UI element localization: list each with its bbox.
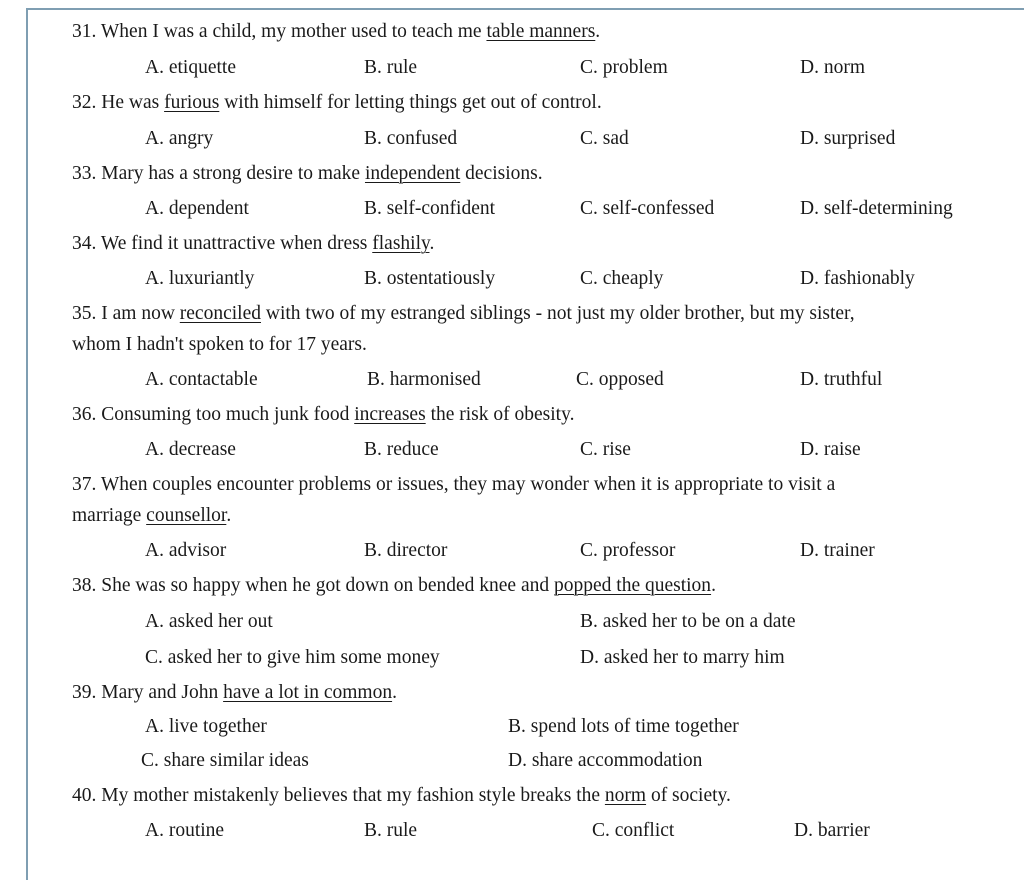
- underlined-key-word: counsellor: [146, 505, 227, 526]
- question-number: 40.: [72, 785, 97, 806]
- option-35-c[interactable]: C. opposed: [576, 369, 664, 390]
- question-text-end: decisions.: [465, 163, 543, 184]
- question-text: marriage: [72, 505, 142, 526]
- option-35-d[interactable]: D. truthful: [800, 369, 883, 390]
- question-text: Mary and John: [101, 682, 219, 703]
- option-33-d[interactable]: D. self-determining: [800, 198, 953, 219]
- question-text-end: with two of my estranged siblings - not just my older brother, but my sister,: [265, 303, 855, 324]
- question-number: 31.: [72, 21, 97, 42]
- option-31-b[interactable]: B. rule: [364, 57, 418, 78]
- question-text: I am now: [101, 303, 175, 324]
- option-39-c[interactable]: C. share similar ideas: [141, 750, 309, 771]
- question-text: When couples encounter problems or issues, they may wonder when it is appropriate to visit a: [100, 474, 836, 495]
- question-40: [72, 786, 731, 806]
- option-35-b[interactable]: B. harmonised: [367, 369, 481, 390]
- option-37-c[interactable]: C. professor: [580, 540, 676, 561]
- question-number: 32.: [72, 92, 97, 113]
- option-35-a[interactable]: A. contactable: [145, 369, 258, 390]
- option-36-a[interactable]: A. decrease: [145, 439, 236, 460]
- question-text-end: with himself for letting things get out of control.: [224, 92, 602, 113]
- option-37-d[interactable]: D. trainer: [800, 540, 875, 561]
- underlined-key-word: flashily: [372, 233, 430, 254]
- option-32-d[interactable]: D. surprised: [800, 128, 896, 149]
- option-31-c[interactable]: C. problem: [580, 57, 668, 78]
- question-text-end: the risk of obesity.: [430, 404, 575, 425]
- option-36-d[interactable]: D. raise: [800, 439, 861, 460]
- underlined-key-word: norm: [604, 785, 647, 806]
- option-40-c[interactable]: C. conflict: [592, 820, 675, 841]
- option-34-a[interactable]: A. luxuriantly: [145, 268, 255, 289]
- question-35-line-2: whom I hadn't spoken to for 17 years.: [72, 334, 367, 355]
- underlined-key-phrase: popped the question: [554, 575, 712, 596]
- option-34-b[interactable]: B. ostentatiously: [364, 268, 496, 289]
- option-31-d[interactable]: D. norm: [800, 57, 865, 78]
- option-32-b[interactable]: B. confused: [364, 128, 458, 149]
- question-text: We find it unattractive when dress: [100, 233, 368, 254]
- option-34-c[interactable]: C. cheaply: [580, 268, 664, 289]
- option-36-b[interactable]: B. reduce: [364, 439, 439, 460]
- option-33-b[interactable]: B. self-confident: [364, 198, 496, 219]
- option-40-b[interactable]: B. rule: [364, 820, 418, 841]
- question-number: 38.: [72, 575, 97, 596]
- underlined-key-phrase: have a lot in common: [223, 682, 393, 703]
- option-32-a[interactable]: A. angry: [145, 128, 214, 149]
- option-39-b[interactable]: B. spend lots of time together: [508, 716, 739, 737]
- question-number: 35.: [72, 303, 97, 324]
- question-text: My mother mistakenly believes that my fashion style breaks the: [101, 785, 601, 806]
- option-38-a[interactable]: A. asked her out: [145, 611, 273, 632]
- question-text-end: .: [392, 682, 397, 703]
- question-35: [72, 304, 855, 324]
- question-36: [72, 405, 574, 425]
- question-text: She was so happy when he got down on bended knee and: [101, 575, 550, 596]
- option-34-d[interactable]: D. fashionably: [800, 268, 915, 289]
- question-text: He was: [101, 92, 160, 113]
- question-33: [72, 164, 543, 184]
- question-number: 34.: [72, 233, 97, 254]
- question-number: 37.: [72, 474, 97, 495]
- option-32-c[interactable]: C. sad: [580, 128, 629, 149]
- question-number: 36.: [72, 404, 97, 425]
- question-text: When I was a child, my mother used to teach me: [100, 21, 482, 42]
- question-number: 33.: [72, 163, 97, 184]
- option-33-a[interactable]: A. dependent: [145, 198, 249, 219]
- question-text-end: .: [711, 575, 716, 596]
- question-text: Consuming too much junk food: [101, 404, 350, 425]
- question-32: [72, 93, 602, 113]
- option-33-c[interactable]: C. self-confessed: [580, 198, 715, 219]
- question-37-line-2: [72, 506, 231, 526]
- underlined-key-word: independent: [364, 163, 461, 184]
- underlined-key-word: furious: [164, 92, 220, 113]
- question-38: [72, 576, 716, 596]
- option-37-a[interactable]: A. advisor: [145, 540, 227, 561]
- option-39-a[interactable]: A. live together: [145, 716, 267, 737]
- underlined-key-phrase: table manners: [486, 21, 596, 42]
- option-37-b[interactable]: B. director: [364, 540, 448, 561]
- option-36-c[interactable]: C. rise: [580, 439, 631, 460]
- question-text-end: .: [226, 505, 232, 526]
- option-39-d[interactable]: D. share accommodation: [508, 750, 703, 771]
- question-text-end: of society.: [650, 785, 731, 806]
- underlined-key-word: increases: [354, 404, 426, 425]
- option-40-d[interactable]: D. barrier: [794, 820, 870, 841]
- question-text: Mary has a strong desire to make: [101, 163, 361, 184]
- question-37: [72, 475, 835, 495]
- option-38-d[interactable]: D. asked her to marry him: [580, 647, 785, 668]
- option-40-a[interactable]: A. routine: [145, 820, 225, 841]
- option-38-c[interactable]: C. asked her to give him some money: [145, 647, 440, 668]
- question-text-end: .: [595, 21, 601, 42]
- underlined-key-word: reconciled: [179, 303, 261, 324]
- question-text-end: .: [429, 233, 435, 254]
- question-34: [72, 234, 434, 254]
- question-number: 39.: [72, 682, 97, 703]
- question-39: [72, 683, 397, 703]
- option-31-a[interactable]: A. etiquette: [145, 57, 236, 78]
- option-38-b[interactable]: B. asked her to be on a date: [580, 611, 796, 632]
- question-31: [72, 22, 600, 42]
